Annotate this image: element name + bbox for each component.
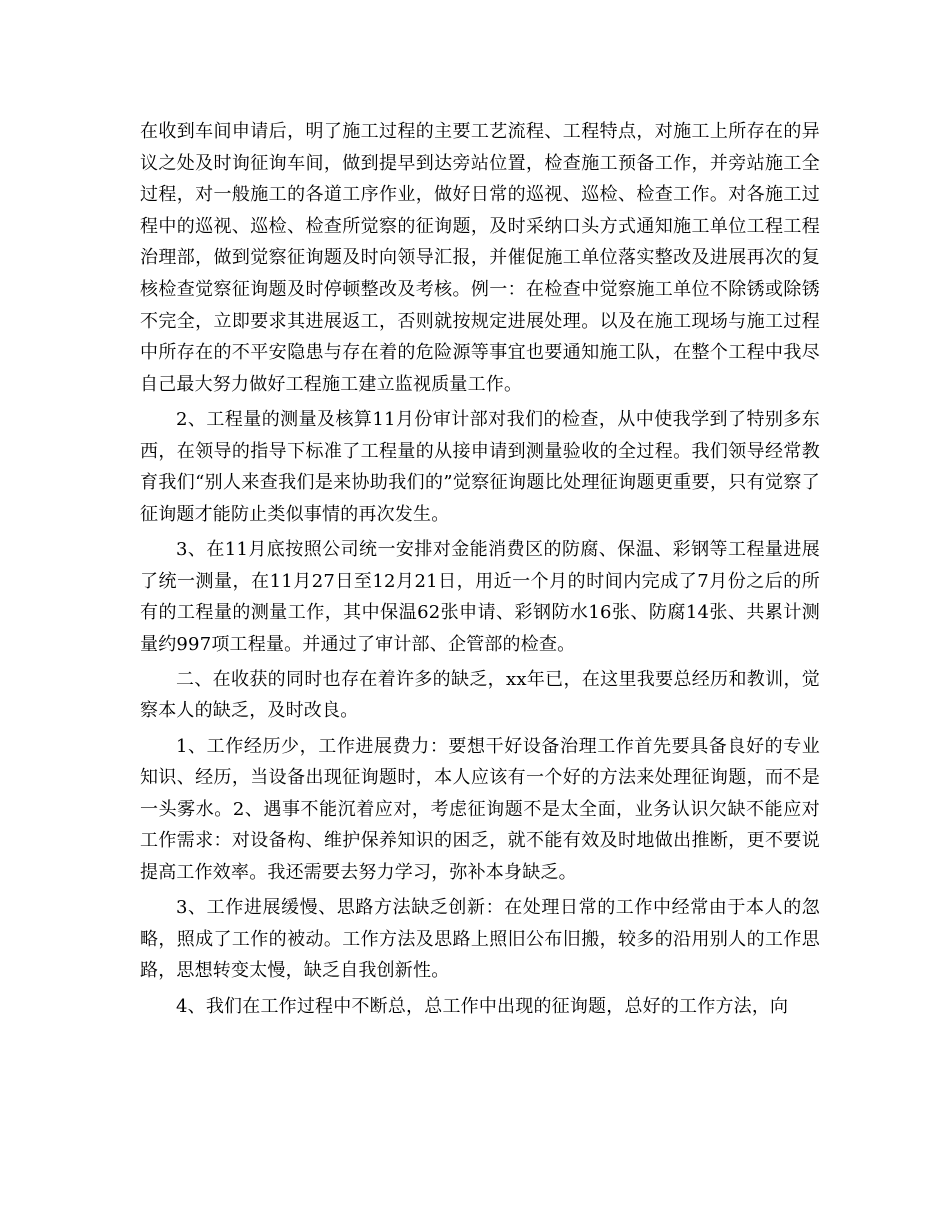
paragraph-6: 3、工作进展缓慢、思路方法缺乏创新：在处理日常的工作中经常由于本人的忽略，照成了工作的被动。工作方法及思路上照旧公布旧搬，较多的沿用别人的工作思路，思想转变太慢，缺乏自我创新性。: [140, 897, 820, 982]
paragraph-7: 4、我们在工作过程中不断总，总工作中出现的征询题，总好的工作方法，向: [176, 995, 789, 1017]
paragraph-1: 在收到车间申请后，明了施工过程的主要工艺流程、工程特点，对施工上所存在的异议之处及时询征询车间，做到提早到达旁站位置，检查施工预备工作，并旁站施工全过程，对一般施工的各道工序作业，做好日常的巡视、巡检、检查工作。对各施工过程中的巡视、巡检、检查所觉察的征询题，及时采纳口头方式通知施工单位工程工程治理部，做到觉察征询题及时向领导汇报，并催促施工单位落实整改及进展再次的复核检查觉察征询题及时停顿整改及考核。例一：在检查中觉察施工单位不除锈或除锈不完全，立即要求其进展返工，否则就按规定进展处理。以及在施工现场与施工过程中所存在的不平安隐患与存在着的危险源等事宜也要通知施工队，在整个工程中我尽自己最大努力做好工程施工建立监视质量工作。: [140, 121, 820, 395]
document-page: [140, 116, 820, 1026]
paragraph-2: 2、工程量的测量及核算11月份审计部对我们的检查，从中使我学到了特别多东西，在领导的指导下标准了工程量的从接申请到测量验收的全过程。我们领导经常教育我们“别人来查我们是来协助我们的”觉察征询题比处理征询题更重要，只有觉察了征询题才能防止类似事情的再次发生。: [140, 408, 820, 525]
paragraph-4: 二、在收获的同时也存在着许多的缺乏，xx年已，在这里我要总经历和教训，觉察本人的缺乏，及时改良。: [140, 668, 820, 722]
paragraph-3: 3、在11月底按照公司统一安排对金能消费区的防腐、保温、彩钢等工程量进展了统一测量，在11月27日至12月21日，用近一个月的时间内完成了7月份之后的所有的工程量的测量工作，其中保温62张申请、彩钢防水16张、防腐14张、共累计测量约997项工程量。并通过了审计部、企管部的检查。: [140, 538, 820, 655]
paragraph-5: 1、工作经历少，工作进展费力：要想干好设备治理工作首先要具备良好的专业知识、经历，当设备出现征询题时，本人应该有一个好的方法来处理征询题，而不是一头雾水。2、遇事不能沉着应对，考虑征询题不是太全面，业务认识欠缺不能应对工作需求：对设备构、维护保养知识的困乏，就不能有效及时地做出推断，更不要说提高工作效率。我还需要去努力学习，弥补本身缺乏。: [140, 735, 820, 884]
